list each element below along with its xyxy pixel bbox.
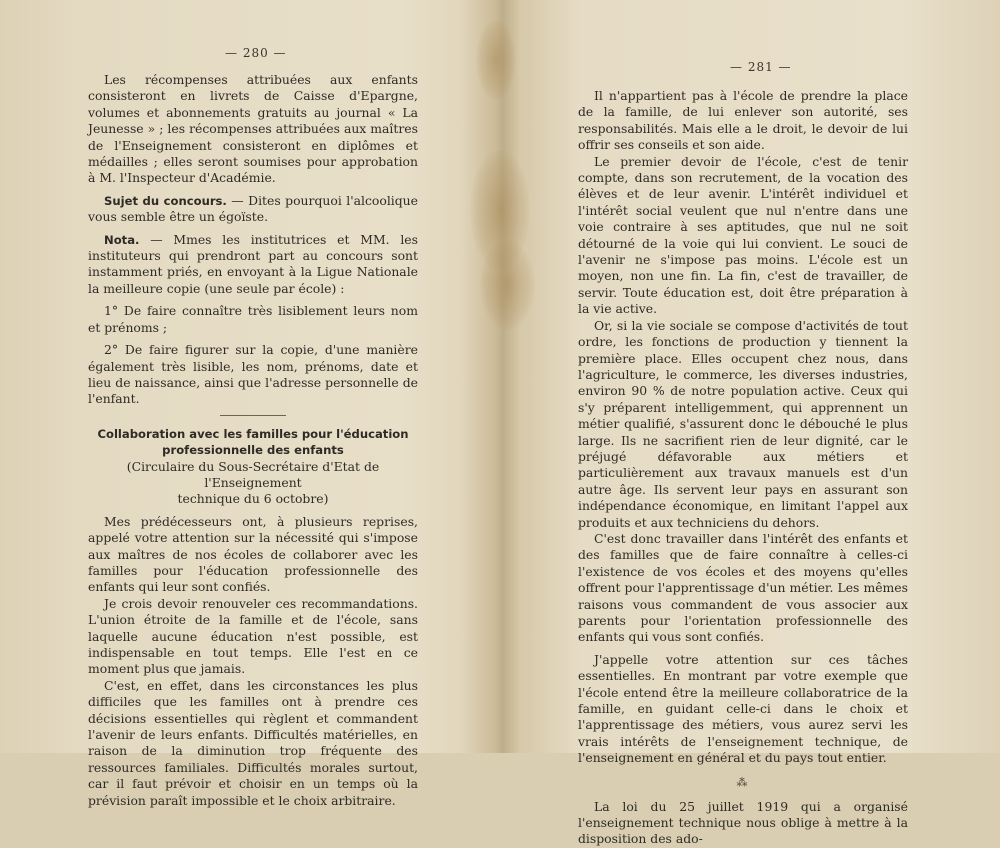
section-title: professionnelle des enfants <box>162 443 344 458</box>
left-page-text <box>88 72 418 809</box>
sujet-label: Sujet du concours. <box>104 193 227 208</box>
asterism-separator: ⁂ <box>736 775 750 789</box>
paragraph: J'appelle votre attention sur ces tâches essentielles. En montrant par votre exemple que l'école entend être la meilleure collaboratrice de la famille, en guidant celle-ci dans le choix et l'apprentissage des métiers, vous aurez servi les vrais intérêts de l'enseignement technique, de l'enseignement en général et du pays tout entier. <box>578 651 908 766</box>
circular-reference: (Circulaire du Sous-Secrétaire d'Etat de l'Enseignement <box>126 458 380 490</box>
paragraph: C'est, en effet, dans les circonstances les plus difficiles que les familles ont à prendre ces décisions essentielles qui règlent et commandent l'avenir de leurs enfants. Difficultés matérielles, en raison de la diminution trop fréquente des ressources familiales. Difficultés morales surtout, car il faut prévoir et choisir en un temps où la prévision paraît impossible et le choix arbitraire. <box>88 677 418 808</box>
nota-label: Nota. <box>104 232 140 247</box>
paragraph: Il n'appartient pas à l'école de prendre la place de la famille, de lui enlever son autorité, ses responsabilités. Mais elle a le droit, le devoir de lui offrir ses conseils et son aide. <box>578 88 908 153</box>
right-page-text <box>578 88 908 848</box>
right-page <box>505 0 1000 847</box>
nota-paragraph <box>88 232 418 298</box>
left-page <box>0 0 500 808</box>
paragraph: La loi du 25 juillet 1919 qui a organisé l'enseignement technique nous oblige à mettre à la disposition des ado- <box>578 798 908 847</box>
list-item: 1° De faire connaître très lisiblement leurs nom et prénoms ; <box>88 303 418 335</box>
paragraph: Mes prédécesseurs ont, à plusieurs reprises, appelé votre attention sur la nécessité qui s'impose aux maîtres de nos écoles de collaborer avec les familles pour l'éducation professionnelle des enfants qui leur sont confiés. <box>88 513 418 595</box>
sujet-paragraph <box>88 193 418 226</box>
page-number: — 280 — <box>225 46 287 60</box>
paragraph: Le premier devoir de l'école, c'est de tenir compte, dans son recrutement, de la vocation des élèves et de leur avenir. L'intérêt individuel et l'intérêt social veulent que nul n'entre dans une voie contraire à ses aptitudes, que nul ne soit détourné de la voie qui lui convient. Le souci de l'avenir ne s'impose pas moins. L'école est un moyen, non une fin. La fin, c'est de travailler, de servir. Toute éducation est, doit être préparation à la vie active. <box>578 153 908 317</box>
paragraph: Je crois devoir renouveler ces recommandations. L'union étroite de la famille et de l'école, sans laquelle aucune éducation n'est possible, est indispensable en tout temps. Elle l'est en ce moment plus que jamais. <box>88 595 418 677</box>
circular-reference: technique du 6 octobre) <box>177 491 329 507</box>
section-title: Collaboration avec les familles pour l'éducation <box>97 426 409 441</box>
paragraph: Les récompenses attribuées aux enfants consisteront en livrets de Caisse d'Epargne, volumes et abonnements gratuits au journal « La Jeunesse » ; les récompenses attribuées aux maîtres de l'Enseignement consisteront en diplômes et médailles ; elles seront soumises pour approbation à M. l'Inspecteur d'Académie. <box>88 72 418 186</box>
section-divider <box>220 415 286 416</box>
page-number: — 281 — <box>730 60 792 74</box>
nota-text: — Mmes les institutrices et MM. les instituteurs qui prendront part au concours sont instamment priés, en envoyant à la Ligue Nationale la meilleure copie (une seule par école) : <box>88 231 418 296</box>
sujet-text: — Dites pourquoi l'alcoolique vous semble être un égoïste. <box>88 192 418 225</box>
paragraph: Or, si la vie sociale se compose d'activités de tout ordre, les fonctions de production y tiennent la première place. Elles occupent chez nous, dans l'agriculture, le commerce, les diverses industries, environ 90 % de notre population active. Ceux qui s'y préparent intelligemment, qui apprennent un métier qualifié, s'assurent donc le débouché le plus large. Ils ne sacrifient rien de leur dignité, car le préjugé défavorable aux métiers et particulièrement aux travaux manuels est d'un autre âge. Ils servent leur pays en assurant son indépendance économique, en limitant l'appel aux produits et aux techniciens du dehors. <box>578 317 908 530</box>
list-item: 2° De faire figurer sur la copie, d'une manière également très lisible, les nom, prénoms, date et lieu de naissance, ainsi que l'adresse personnelle de l'enfant. <box>88 342 418 407</box>
paragraph: C'est donc travailler dans l'intérêt des enfants et des familles que de faire connaître à celles-ci l'existence de vos écoles et des moyens qu'elles offrent pour l'apprentissage d'un métier. Les mêmes raisons vous commandent de vous associer aux parents pour l'orientation professionnelle des enfants qui vous sont confiés. <box>578 530 908 645</box>
